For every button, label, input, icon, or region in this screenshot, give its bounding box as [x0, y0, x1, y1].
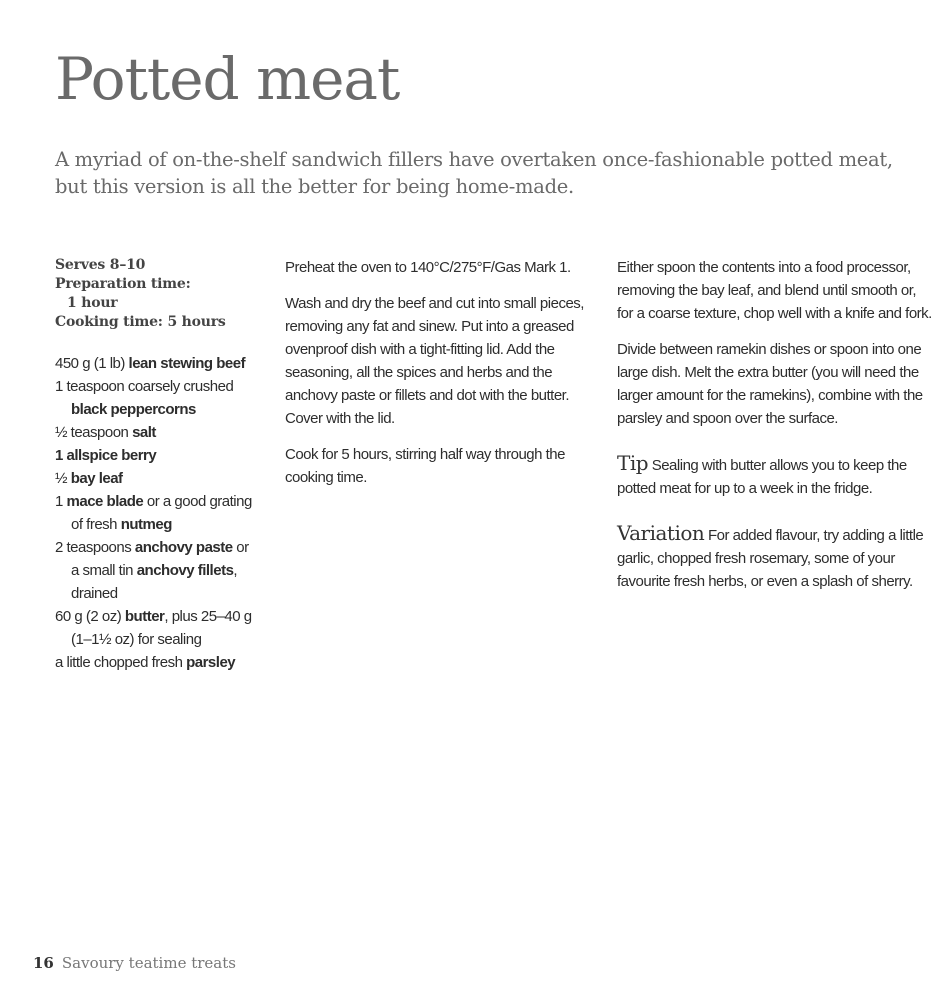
variation-text: For added flavour, try adding a little garlic, chopped fresh rosemary, some of your favourite fresh herbs, or even a splash of sherry. — [617, 527, 924, 590]
ingredient-name: nutmeg — [120, 516, 172, 533]
recipe-meta — [55, 256, 260, 332]
ingredient-text: , drained — [71, 562, 238, 602]
intro-text: A myriad of on-the-shelf sandwich fillers have overtaken once-fashionable potted meat, but this version is all the better for being home-made. — [55, 148, 893, 198]
ingredient-item — [55, 651, 260, 674]
cook-value: 5 hours — [167, 314, 226, 330]
ingredient-text: or a good grating of fresh — [71, 493, 252, 533]
page-title: Potted meat — [55, 45, 400, 113]
ingredient-text: 2 teaspoons — [55, 539, 135, 556]
ingredient-list — [55, 352, 260, 674]
ingredient-name: lean stewing beef — [128, 355, 246, 372]
cook-label: Cooking time: — [55, 314, 168, 330]
prep-value: 1 hour — [67, 295, 118, 311]
ingredient-name: mace blade — [66, 493, 144, 510]
method-column-middle — [285, 256, 595, 502]
method-step: Wash and dry the beef and cut into small pieces, removing any fat and sinew. Put into a greased ovenproof dish with a tight-fitting lid. Add the seasoning, all the spices and herbs and the anchovy paste or fillets and dot with the butter. Cover with the lid. — [285, 295, 584, 427]
variation-label: Variation — [617, 521, 705, 545]
ingredient-text: 1 teaspoon coarsely crushed — [55, 378, 234, 395]
ingredient-name: parsley — [186, 654, 236, 671]
ingredient-text: 450 g (1 lb) — [55, 355, 129, 372]
ingredient-text: or a small tin — [71, 539, 249, 579]
ingredient-name: anchovy paste — [134, 539, 233, 556]
prep-label: Preparation time: — [55, 276, 191, 292]
ingredient-name: 1 allspice berry — [55, 447, 157, 464]
section-title: Savoury teatime treats — [61, 954, 236, 972]
variation — [617, 522, 932, 593]
page-number: 16 — [33, 954, 54, 972]
ingredient-item — [55, 375, 260, 421]
method-step: Preheat the oven to 140°C/275°F/Gas Mark 1. — [285, 259, 571, 276]
ingredient-text: ½ — [55, 470, 71, 487]
ingredient-text: 1 — [55, 493, 67, 510]
tip-label: Tip — [617, 451, 649, 475]
method-column-right — [617, 256, 932, 606]
serves-value: 8–10 — [109, 257, 146, 273]
ingredient-item — [55, 421, 260, 444]
ingredient-name: bay leaf — [70, 470, 123, 487]
ingredient-item — [55, 352, 260, 375]
method-step: Cook for 5 hours, stirring half way through the cooking time. — [285, 446, 565, 486]
method-step: Divide between ramekin dishes or spoon into one large dish. Melt the extra butter (you will need the larger amount for the ramekins), combine with the parsley and spoon over the surface. — [617, 341, 923, 427]
serves-label: Serves — [55, 257, 110, 273]
page-footer — [33, 954, 236, 972]
ingredient-item — [55, 490, 260, 536]
ingredient-item — [55, 536, 260, 605]
ingredient-name: butter — [124, 608, 165, 625]
tip-text: Sealing with butter allows you to keep the potted meat for up to a week in the fridge. — [617, 457, 907, 497]
ingredient-name: salt — [132, 424, 156, 441]
ingredient-item — [55, 444, 260, 467]
ingredient-item — [55, 605, 260, 651]
tip — [617, 452, 932, 500]
ingredient-text: ½ teaspoon — [55, 424, 133, 441]
ingredient-text: 60 g (2 oz) — [55, 608, 125, 625]
ingredient-text: , plus 25–40 g (1–1½ oz) for sealing — [71, 608, 252, 648]
method-step: Either spoon the contents into a food processor, removing the bay leaf, and blend until smooth or, for a coarse texture, chop well with a knife and fork. — [617, 259, 932, 322]
ingredients-column — [55, 256, 260, 674]
ingredient-name: black peppercorns — [71, 401, 196, 418]
ingredient-item — [55, 467, 260, 490]
ingredient-name: anchovy fillets — [136, 562, 234, 579]
ingredient-text: a little chopped fresh — [55, 654, 187, 671]
